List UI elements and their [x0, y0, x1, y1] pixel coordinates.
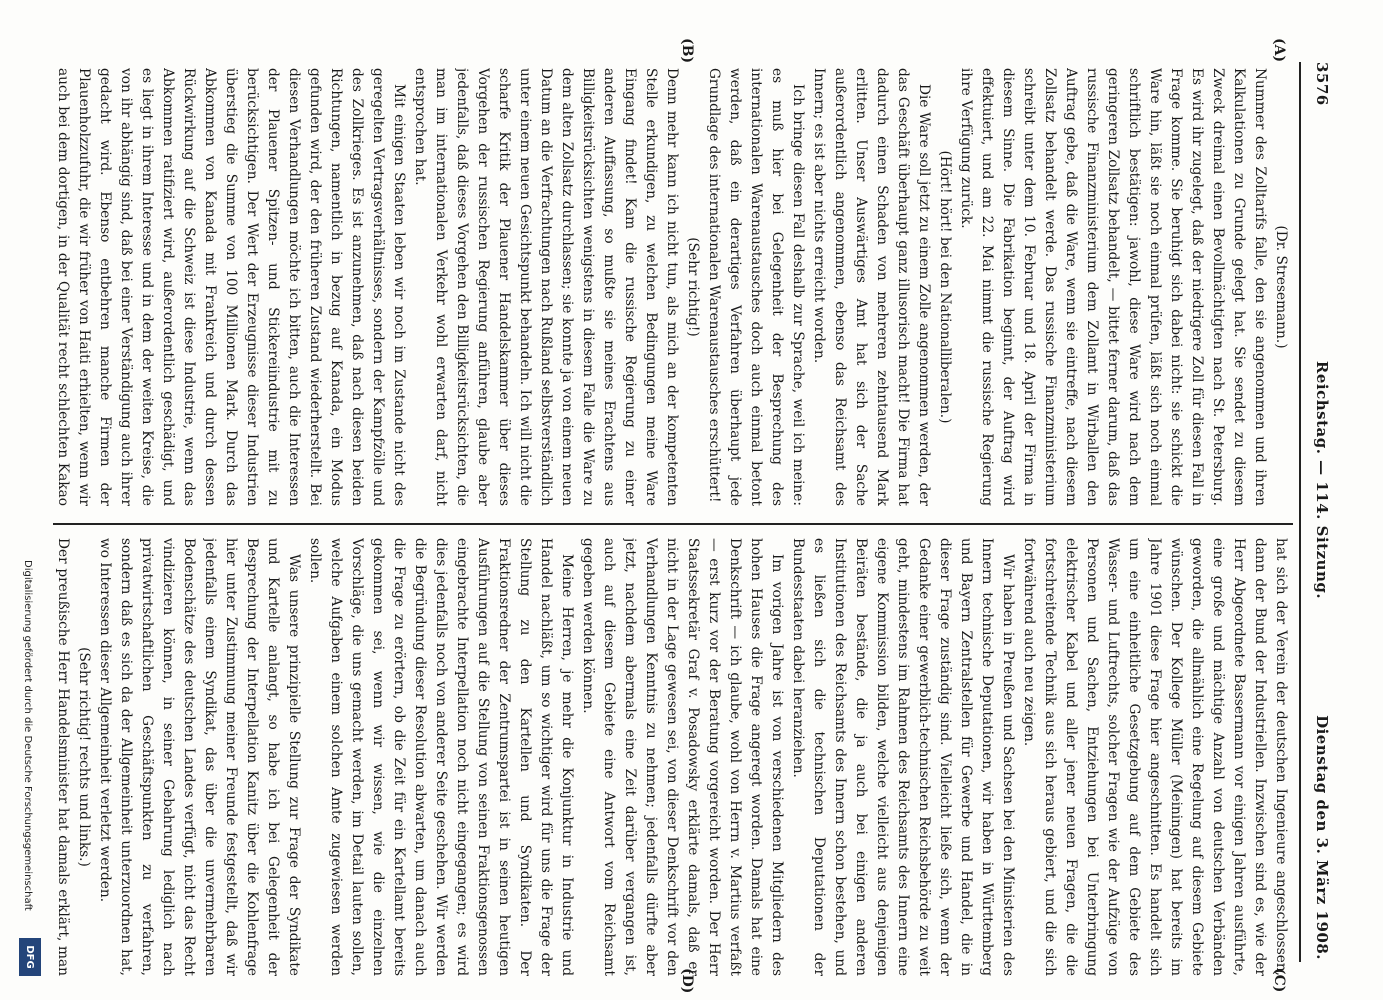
paragraph: Mit einigen Staaten leben wir noch im Zustande nicht des geregelten Vertragsverhältnisses, sondern der Kampfzölle und des Zollkrieges. Es ist anzunehmen, daß nach diesen beiden Richtungen, namentlich in bezug auf Kanada, ein Modus gefunden wird, der den früheren Zustand wiederherstellt. Bei diesen Verhandlungen möchte ich bitten, auch die Interessen der Plauener Spitzen- und Stickereiindustrie mit zu berücksichtigen. Der Wert der Erzeugnisse dieser Industrien überstieg die Summe von 100 Millionen Mark. Durch das Abkommen von Kanada mit Frankreich und durch dessen Rückwirkung auf die Schweiz ist diese Industrie, wenn das Abkommen ratifiziert wird, außerordentlich geschädigt, und es liegt in ihrem Interesse und in dem der weiten Kreise, die von ihr abhängig sind, daß bei einer Verständigung auch ihrer gedacht wird. Ebenso entbehren manche Firmen der Plauenholzzufuhr, die wir früher von Haiti erhielten, wenn wir auch bei dem dortigen, in der Qualität recht schlechten Kakao — [55, 68, 407, 506]
paragraph: Die Ware soll jetzt zu einem Zolle angenommen werden, der das Geschäft überhaupt ganz illusorisch macht! Die Firma hat dadurch einen Schaden von mehreren zehntausend Mark erlitten. Unser Auswärtiges Amt hat sich der Sache außerordentlich angenommen, ebenso das Reichsamt des Innern; es ist aber nichts erreicht worden. — [811, 68, 932, 506]
session-date: Dienstag den 3. März 1908. — [1313, 715, 1331, 960]
paragraph: (Hört! hört! bei den Nationalliberalen.) — [937, 150, 953, 424]
paragraph: Was unsere prinzipielle Stellung zur Frage der Syndikate und Kartelle anlangt, so habe ich bei Gelegenheit der Besprechung der Interpellation Kanitz über die Kohlenfrage hier unter Zustimmung meiner Freunde festgestellt, daß wir jedenfalls einem Syndikat, das über die unvermehrbaren Bodenschätze des deutschen Landes verfügt, nicht das Recht vindizieren können, in seiner Gebahrung lediglich nach privatwirtschaftlichen Geschäftspunkten zu verfahren, sondern daß es sich da der Allgemeinheit unterzuordnen hat, wo Interessen dieser Allgemeinheit verletzt werden. — [97, 538, 302, 976]
paragraph: Wir haben in Preußen und Sachsen bei den Ministerien des Innern technische Deputationen, wir haben in Württemberg und Bayern Zentralstellen für Gewerbe und Handel, die in dieser Frage zuständig sind. Vielleicht ließe sich, wenn der Gedanke einer gewerblich-technischen Reichsbehörde zu weit geht, mindestens im Rahmen des Reichsamts des Innern eine eigene Kommission bilden, welche vielleicht aus denjenigen Beiräten bestände, die ja auch bei einigen anderen Institutionen des Reichsamts des Innern schon bestehen, und es ließen sich die technischen Deputationen der Bundesstaaten dabei heranziehen. — [790, 538, 1016, 976]
paragraph: Nummer des Zolltarifs falle, den sie angenommen und ihren Kalkulationen zu Grunde gelegt hat. Sie sendet zu diesem Zweck dreimal einen Bevollmächtigten nach St. Petersburg. Es wird ihr zugelegt, daß der niedrigere Zoll für diesen Fall in Frage komme. Sie beruhigt sich dabei nicht: sie schickt die Ware hin, läßt sie noch einmal prüfen, läßt sich noch einmal schriftlich bestätigen: jawohl, diese Ware wird nach dem geringeren Zollsatz behandelt, — bittet ferner darum, daß das russische Finanzministerium dem Zollamt in Wirballen den Auftrag gebe, daß die Ware, wenn sie eintreffe, nach diesem Zollsatz behandelt werde. Das russische Finanzministerium schreibt unter dem 10. Februar und 18. April der Firma in diesem Sinne. Die Fabrikation beginnt, der Auftrag wird effektuiert, und am 22. Mai nimmt die russische Regierung ihre Verfügung zurück. — [958, 68, 1268, 506]
dfg-logo: DFG — [19, 938, 41, 976]
paragraph: (Dr. Stresemann.) — [1273, 225, 1289, 349]
page-number: 3576 — [1313, 62, 1331, 106]
digitization-note: Digitalisierung gefördert durch die Deutsche Forschungsgemeinschaft — [22, 560, 33, 911]
left-text-column — [51, 68, 1291, 506]
paragraph: Denn mehr kann ich nicht tun, als mich an der kompetenten Stelle erkundigen, zu welchen Bedingungen meine Ware Eingang findet! Kam die russische Regierung zu einer anderen Auffassung, so mußte sie meines Erachtens aus Billigkeitsrücksichten wenigstens in diesem Falle die Ware zu dem alten Zollsatz durchlassen; sie konnte ja von einem neuen Datum an die Verfrachtungen nach Rußland selbstverständlich unter einem neuen Gesichtspunkt behandeln. Ich will nicht die scharfe Kritik der Plauener Handelskammer über dieses Vorgehen der russischen Regierung anführen, glaube aber jedenfalls, daß dieses Vorgehen den Billigkeitsrücksichten, die man im internationalen Verkehr wohl erwarten darf, nicht entsprochen hat. — [412, 68, 680, 506]
margin-marker-d: (D) — [679, 968, 695, 994]
paragraph: Der preußische Herr Handelsminister hat damals erklärt, man — [55, 538, 71, 976]
margin-marker-b: (B) — [679, 38, 695, 64]
paragraph: Ich bringe diesen Fall deshalb zur Sprache, weil ich meine: es muß hier bei Gelegenheit der Besprechung des internationalen Warenaustausches doch auch einmal betont werden, daß ein derartiges Verfahren überhaupt jede Grundlage des internationalen Warenaustausches erschüttert! — [706, 68, 806, 506]
paragraph: (Sehr richtig! rechts und links.) — [76, 647, 92, 867]
right-text-column — [51, 538, 1291, 976]
header-rule — [1299, 62, 1301, 962]
paragraph: (Sehr richtig!) — [685, 237, 701, 337]
margin-marker-c: (C) — [1271, 968, 1287, 993]
running-title: Reichstag. — 114. Sitzung. — [1313, 360, 1331, 600]
margin-marker-a: (A) — [1271, 38, 1287, 63]
paragraph: Im vorigen Jahre ist von verschiedenen Mitgliedern des hohen Hauses die Frage angeregt worden. Damals hat eine Denkschrift — ich glaube, wohl von Herrn v. Martius verfaßt — erst kurz vor der Beratung vorgereicht worden. Der Herr Staatssekretär Graf v. Posadowsky erklärte damals, daß er nicht in der Lage gewesen sei, von dieser Denkschrift vor den Verhandlungen Kenntnis zu nehmen; jedenfalls dürfte aber jetzt, nachdem abermals eine Zeit darüber vergangen ist, auch auf diesem Gebiete eine Antwort vom Reichsamt gegeben werden können. — [580, 538, 785, 976]
column-divider — [53, 523, 1293, 525]
paragraph: Meine Herren, je mehr die Konjunktur in Industrie und Handel nachläßt, um so wichtiger wird für uns die Frage der Stellung zu den Kartellen und Syndikaten. Der Fraktionsredner der Zentrumspartei ist in seinen heutigen Ausführungen auf die Stellung von seinen Fraktionsgenossen eingebrachte Interpellation noch nicht eingegangen; es wird dies jedenfalls noch von anderer Seite geschehen. Wir werden die Begründung dieser Resolution abwarten, um danach auch die Frage zu erörtern, ob die Zeit für ein Kartellamt bereits gekommen sei, wenn wir wissen, wie die einzelnen Vorschläge, die uns gemacht werden, im Detail lauten sollen, welche Aufgaben einem solchen Amte zugewiesen werden sollen. — [307, 538, 575, 976]
paragraph: hat sich der Verein der deutschen Ingenieure angeschlossen, dann der Bund der Industriellen. Inzwischen sind es, wie der Herr Abgeordnete Bassermann vor einigen Jahren ausführte, eine große und mächtige Anzahl von deutschen Verbänden geworden, die allmählich eine Regelung auf diesem Gebiete wünschen. Der Kollege Müller (Meiningen) hat bereits im Jahre 1901 diese Frage hier angeschnitten. Es handelt sich um eine einheitliche Gesetzgebung auf dem Gebiete des Wasser- und Luftrechts, solcher Fragen wie der Aufzüge von Personen und Sachen, Entziehungen bei Unterbringung elektrischer Kabel und aller jener neuen Fragen, die die fortschreitende Technik aus sich heraus gebiert, und die sich fortwährend auch neu zeigen. — [1021, 538, 1289, 976]
